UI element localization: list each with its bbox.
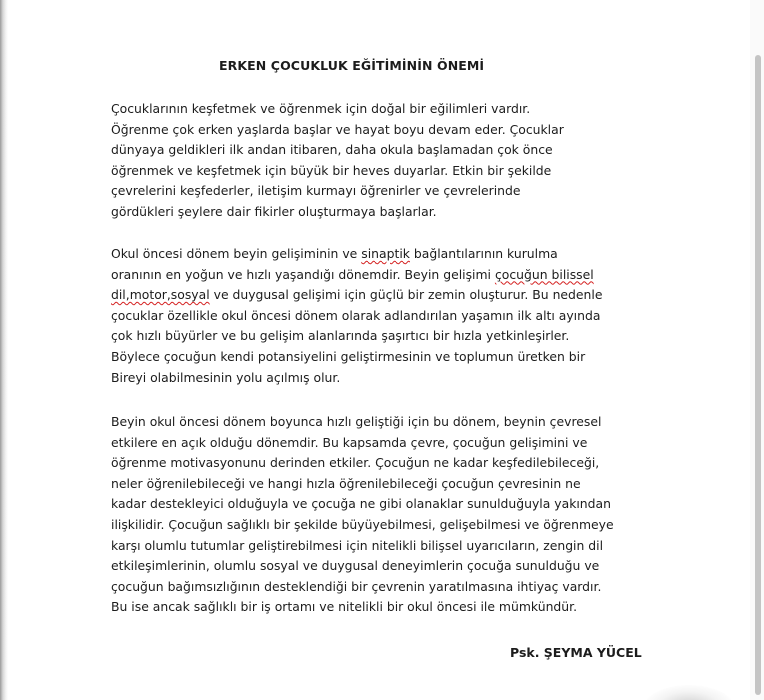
paragraph-2-line <box>111 244 602 265</box>
paragraph-3-line: Bu ise ancak sağlıklı bir iş ortamı ve nitelikli bir okul öncesi ile mümkündür. <box>111 599 578 615</box>
misspelled-word[interactable]: sinaptik <box>361 246 410 261</box>
page-left-edge <box>0 0 8 700</box>
paragraph-1-line: öğrenmek ve keşfetmek için büyük bir heves duyarlar. Etkin bir şekilde <box>111 162 552 178</box>
paragraph-2-line: Böylece çocuğun kendi potansiyelini geliştirmesinin ve toplumun üretken bir <box>111 348 586 364</box>
paragraph-1-line: dünyaya geldikleri ilk andan itibaren, daha okula başlamadan çok önce <box>111 142 553 158</box>
vertical-scrollbar[interactable] <box>750 0 764 700</box>
paragraph-1 <box>111 99 564 223</box>
corner-shadow <box>644 685 734 700</box>
paragraph-1-line: gördükleri şeylere dair fikirler oluşturmaya başlarlar. <box>111 203 437 219</box>
document-title: ERKEN ÇOCUKLUK EĞİTİMİNİN ÖNEMİ <box>219 58 485 73</box>
paragraph-3-line: etkilere en açık olduğu dönemdir. Bu kapsamda çevre, çocuğun gelişimini ve <box>111 434 588 450</box>
paragraph-2-line: Bireyi olabilmesinin yolu açılmış olur. <box>111 369 341 385</box>
paragraph-3-line: etkileşimlerinin, olumlu sosyal ve duygusal deneyimlerin çocuğa sunulduğu ve <box>111 558 600 574</box>
paragraph-2-line <box>111 265 602 286</box>
paragraph-2 <box>111 244 602 388</box>
paragraph-3 <box>111 412 614 618</box>
misspelled-word[interactable]: dil,motor,sosyal <box>111 287 210 303</box>
paragraph-3-line: neler öğrenilebileceği ve hangi hızla öğrenilebileceği çocuğun çevresinin ne <box>111 475 581 491</box>
paragraph-3-line: Beyin okul öncesi dönem boyunca hızlı geliştiği için bu dönem, beynin çevresel <box>111 414 602 429</box>
paragraph-3-line: kadar destekleyici olduğuyla ve çocuğa ne gibi olanaklar sunulduğuyla yakından <box>111 496 611 512</box>
misspelled-word[interactable]: çocuğun bilissel <box>494 266 594 282</box>
paragraph-1-line: Çocuklarının keşfetmek ve öğrenmek için doğal bir eğilimleri vardır. <box>111 101 531 116</box>
paragraph-1-line: Öğrenme çok erken yaşlarda başlar ve hayat boyu devam eder. Çocuklar <box>111 121 564 137</box>
paragraph-2-line <box>111 285 602 306</box>
paragraph-3-line: ilişkilidir. Çocuğun sağlıklı bir şekilde büyüyebilmesi, gelişebilmesi ve öğrenmeye <box>111 516 614 532</box>
signature: Psk. ŞEYMA YÜCEL <box>510 645 642 660</box>
text-run: ve duygusal gelişimi için güçlü bir zemin oluşturur. Bu nedenle <box>209 287 603 303</box>
paragraph-1-line: çevrelerini keşfederler, iletişim kurmayı öğrenirler ve çevrelerinde <box>111 183 521 199</box>
paragraph-3-line: öğrenme motivasyonunu derinden etkiler. Çocuğun ne kadar keşfedilebileceği, <box>111 455 600 471</box>
paragraph-3-line: karşı olumlu tutumlar geliştirebilmesi için nitelikli bilişsel uyarıcıların, zengin dil <box>111 537 604 553</box>
paragraph-2-line: çocuklar özellikle okul öncesi dönem olarak adlandırılan yaşamın ilk altı ayında <box>111 307 601 323</box>
paragraph-3-line: çocuğun bağımsızlığının desteklendiği bir çevrenin yaratılmasına ihtiyaç vardır. <box>111 578 602 594</box>
text-run: bağlantılarının kurulma <box>409 246 558 261</box>
text-run: Okul öncesi dönem beyin gelişiminin ve <box>111 246 362 261</box>
text-run: oranının en yoğun ve hızlı yaşandığı dönemdir. Beyin gelişimi <box>111 266 495 282</box>
paragraph-2-line: çok hızlı büyürler ve bu gelişim alanlarında şaşırtıcı bir hızla yetkinleşirler. <box>111 328 570 344</box>
scrollbar-thumb[interactable] <box>755 55 761 695</box>
